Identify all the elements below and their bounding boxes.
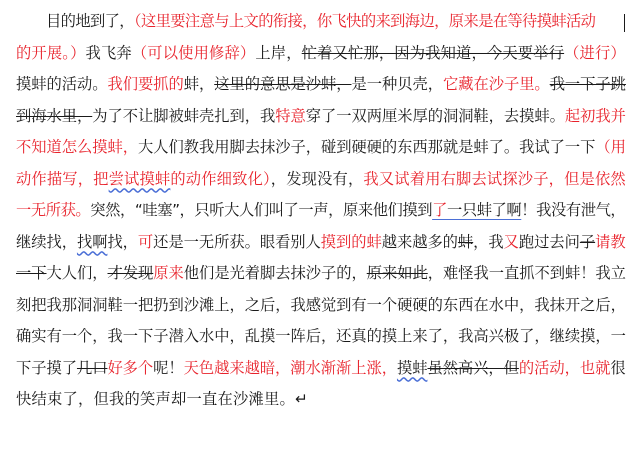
body-text: ！我没有泄气， <box>521 201 626 219</box>
annotation-text: 好多个 <box>107 358 154 377</box>
body-text: 蚌， <box>183 75 215 93</box>
annotation-text: 我们要抓的 <box>107 75 184 93</box>
body-text: 大人们， <box>46 264 108 282</box>
annotation-text: 的开展。） <box>16 43 86 62</box>
body-text: 穿了一双两厘米厚的洞洞鞋，去摸蚌。 <box>305 106 565 125</box>
annotation-text: 起初我并 <box>564 106 626 125</box>
deleted-text: 这里的意思是沙蚌， <box>214 75 352 93</box>
body-text: 目的地到了， <box>46 12 134 30</box>
deleted-text: 一下 <box>16 264 47 282</box>
deleted-text: 蚌 <box>457 232 474 251</box>
annotation-text: 请教 <box>595 232 626 251</box>
deleted-text: 虽然高兴，但 <box>427 358 519 377</box>
annotation-text: 可 <box>137 232 154 251</box>
body-text: 很 <box>610 358 626 377</box>
text-line <box>16 195 626 227</box>
text-line <box>16 384 626 416</box>
annotation-text: 也就 <box>579 358 611 377</box>
annotation-text: 又 <box>503 232 519 251</box>
body-text: 刻把我那洞洞鞋一把扔到沙滩上，之后，我感觉到有一个硬硬的东西在水中，我抹开之后， <box>16 295 626 314</box>
body-text: 快结束了，但我的笑声却一直在沙滩里。↵ <box>16 390 308 408</box>
annotation-text: （这里要注意与上文的衔接，你飞快的来到海边，原来是在等待摸蚌活动 <box>133 12 596 30</box>
text-line <box>16 321 626 353</box>
annotation-text: （进行） <box>564 43 626 62</box>
text-line <box>16 353 626 385</box>
text-line <box>16 164 626 196</box>
annotation-text: 不知道怎么摸蚌， <box>16 138 138 156</box>
body-text: 下子摸了 <box>16 358 77 377</box>
body-text: ，发现没有， <box>270 169 364 188</box>
deleted-text: 才发现 <box>107 264 154 282</box>
deleted-text: 忙着又忙那，因为我知道，今天要举行 <box>301 43 565 62</box>
deleted-text: 原来如此 <box>366 264 428 282</box>
text-line <box>16 258 626 290</box>
body-text: ，难怪我一直抓不到蚌！我立 <box>427 264 626 282</box>
annotation-text: 摸到的蚌 <box>320 232 382 251</box>
document-body[interactable] <box>16 6 626 416</box>
text-line <box>16 132 626 164</box>
deleted-text: 我一下子跳 <box>549 75 626 93</box>
body-text: 我飞奔 <box>85 43 132 62</box>
text-cursor <box>624 14 625 32</box>
body-text: 突然，“哇塞”，只听大人们叫了一声，原来他们摸到 <box>90 201 433 219</box>
annotation-text: 天色越来越暗，潮水渐渐上涨， <box>183 358 397 377</box>
body-text: 大人们教我用脚去抹沙子，碰到硬硬的东西那就是蚌了。我试了一下 <box>137 138 596 156</box>
body-text: 越来越多的 <box>381 232 458 251</box>
annotation-text: 的活动， <box>518 358 580 377</box>
deleted-text: 到海水里， <box>16 106 93 125</box>
text-line <box>16 6 626 38</box>
annotation-text: 特意 <box>275 106 306 125</box>
deleted-text: 几口 <box>76 358 108 377</box>
annotation-text: 的动作细致化） <box>170 169 271 188</box>
text-line <box>16 101 626 133</box>
body-text: 跑过去问 <box>518 232 580 251</box>
body-text: 是一种贝壳， <box>351 75 443 93</box>
body-text: 找啊 <box>76 232 108 251</box>
annotation-text: 动作描写，把 <box>16 169 109 188</box>
text-line <box>16 69 626 101</box>
body-text: 上岸， <box>255 43 302 62</box>
annotation-text: 它藏在沙子里。 <box>442 75 550 93</box>
annotation-text: 我又试着用右脚去试探沙子，但是依然 <box>363 169 626 188</box>
annotation-text: （用 <box>595 138 626 156</box>
text-line <box>16 38 626 70</box>
annotation-text: （可以使用修辞） <box>131 43 256 62</box>
body-text: 继续找， <box>16 232 77 251</box>
body-text: 一只蚌了啊 <box>446 201 522 219</box>
body-text: 为了不让脚被蚌壳扎到，我 <box>92 106 276 125</box>
body-text: 找， <box>107 232 138 251</box>
body-text: ，我 <box>473 232 504 251</box>
body-text: 摸蚌 <box>396 358 428 377</box>
body-text: 确实有一个，我一下子潜入水中，乱摸一阵后，还真的摸上来了，我高兴极了，继续摸，一 <box>16 327 626 345</box>
body-text: 还是一无所获。眼看别人 <box>153 232 321 251</box>
body-text: 呢！ <box>153 358 184 377</box>
deleted-text: 子 <box>579 232 596 251</box>
text-line <box>16 227 626 259</box>
body-text: 他们是光着脚去抹沙子的， <box>183 264 367 282</box>
annotation-text: 原来 <box>153 264 184 282</box>
body-text: 摸蚌的活动。 <box>16 75 108 93</box>
annotation-text: 了 <box>432 201 447 219</box>
text-line <box>16 290 626 322</box>
annotation-text: 一无所获。 <box>16 201 91 219</box>
annotation-text: 尝试摸蚌 <box>108 169 171 188</box>
